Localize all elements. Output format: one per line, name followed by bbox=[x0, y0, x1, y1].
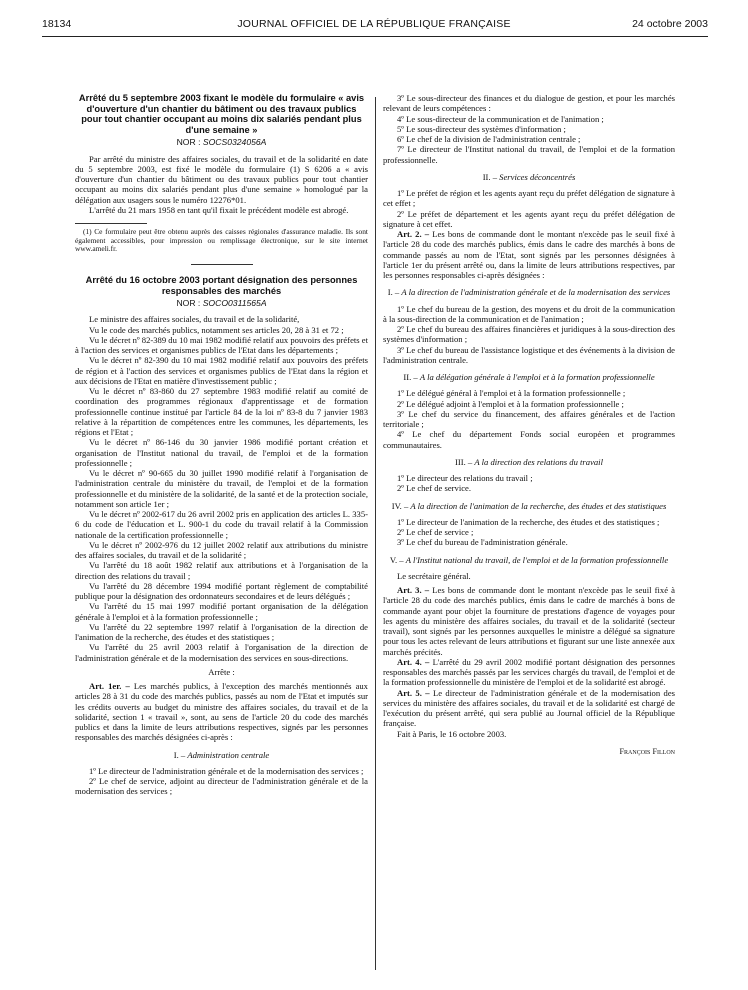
section-heading bbox=[383, 372, 675, 382]
section-items bbox=[383, 571, 675, 581]
article-text: Les bons de commande dont le montant n'excède pas le seuil fixé à l'article 28 du code des marchés publics, émis dans le cadre des marchés à bons de commande passés au nom de l'Etat, sont signés par les personnes désignées à l'article 1er du présent arrêté ou, dans la limite de leurs attributions respectives, par les personnes responsables ci-après désignées : bbox=[383, 229, 675, 280]
list-item: Vu l'arrêté du 15 mai 1997 modifié portant organisation de la délégation générale à l'emploi et à la formation professionnelle ; bbox=[75, 601, 368, 622]
issue-date: 24 octobre 2003 bbox=[632, 18, 708, 30]
article-2 bbox=[383, 229, 675, 280]
section-heading bbox=[383, 287, 675, 297]
right-column bbox=[383, 93, 675, 757]
list-item: Vu l'arrêté du 25 avril 2003 relatif à l'organisation de la direction de l'administration générale et de la modernisation des services en sous-directions. bbox=[75, 642, 368, 663]
section-items bbox=[383, 304, 675, 366]
list-item: 6º Le chef de la division de l'administration centrale ; bbox=[397, 134, 581, 144]
list-item: Vu l'arrêté du 22 septembre 1997 relatif à l'organisation de la direction de l'animation de la recherche, des études et des statistiques ; bbox=[75, 621, 368, 643]
list-item: Vu le décret nº 82-390 du 10 mai 1982 modifié relatif aux pouvoirs des préfets de région et à l'action des services et organismes publics de l'Etat dans la région et aux décisions de l'Etat en matière d'investissement public ; bbox=[75, 355, 368, 386]
page-header bbox=[40, 18, 708, 32]
article-4 bbox=[383, 657, 675, 688]
section-title: A la délégation générale à l'emploi et à la formation professionnelle bbox=[419, 372, 655, 382]
article-label: Art. 4. – bbox=[397, 656, 430, 667]
article-label: Art. 3. – bbox=[397, 585, 430, 595]
section-title: A l'Institut national du travail, de l'emploi et de la formation professionnelle bbox=[405, 554, 669, 565]
section-title: Services déconcentrés bbox=[499, 171, 576, 182]
section-heading bbox=[383, 555, 675, 565]
list-item: Vu le décret nº 82-389 du 10 mai 1982 modifié relatif aux pouvoirs des préfets et à l'action des services et organismes publics de l'Etat dans les départements ; bbox=[75, 334, 368, 356]
article-5 bbox=[383, 688, 675, 729]
decree-2-title: Arrêté du 16 octobre 2003 portant désignation des personnes responsables des marchés bbox=[85, 274, 358, 296]
done-at: Fait à Paris, le 16 octobre 2003. bbox=[397, 728, 507, 739]
section-number: IV. – bbox=[391, 500, 409, 511]
article-text: L'arrêté du 29 avril 2002 modifié portant désignation des personnes responsables des marchés passés par les services chargés du travail, de l'emploi et de la formation professionnelle du ministère de l'emploi et de la solidarité est abrogé. bbox=[383, 656, 675, 688]
section-items bbox=[383, 93, 675, 165]
decree-2-nor bbox=[75, 298, 368, 308]
list-item: Le secrétaire général. bbox=[397, 570, 471, 581]
signature: François Fillon bbox=[619, 746, 675, 756]
list-item: 7º Le directeur de l'Institut national du travail, de l'emploi et de la formation professionnelle. bbox=[383, 144, 675, 165]
decree-1-title: Arrêté du 5 septembre 2003 fixant le modèle du formulaire « avis d'ouverture d'un chantier du bâtiment ou des travaux publics pour tout chantier occupant au moins dix salariés pendant plus d'une semaine » bbox=[78, 93, 365, 135]
section-heading bbox=[383, 172, 675, 182]
list-item: 1º Le préfet de région et les agents ayant reçu du préfet délégation de signature à cet effet ; bbox=[383, 188, 675, 209]
section-number: I. – bbox=[387, 287, 400, 298]
list-item: 2º Le chef de service, adjoint au directeur de l'administration générale et de la modernisation des services ; bbox=[75, 776, 368, 797]
nor-code: SOCO0311565A bbox=[202, 298, 267, 309]
nor-label: NOR : bbox=[176, 137, 201, 148]
list-item: 1º Le directeur de l'animation de la recherche, des études et des statistiques ; bbox=[397, 516, 660, 527]
list-item: 1º Le délégué général à l'emploi et à la formation professionnelle ; bbox=[397, 388, 626, 399]
list-item: 4º Le chef du département Fonds social européen et programmes communautaires. bbox=[383, 429, 675, 450]
decree-1-paragraph: L'arrêté du 21 mars 1958 en tant qu'il fixait le précédent modèle est abrogé. bbox=[89, 204, 349, 215]
section-title: Administration centrale bbox=[187, 749, 270, 760]
list-item: 3º Le chef du bureau de l'administration générale. bbox=[397, 537, 568, 548]
section-items bbox=[383, 473, 675, 494]
list-item: Vu l'arrêté du 28 décembre 1994 modifié portant règlement de comptabilité publique pour la désignation des ordonnateurs secondaires et de leurs délégués ; bbox=[75, 580, 368, 602]
section-number: II. – bbox=[482, 171, 498, 182]
list-item: 4º Le sous-directeur de la communication et de l'animation ; bbox=[397, 113, 604, 124]
page-number: 18134 bbox=[42, 18, 72, 30]
decree-1-paragraph: Par arrêté du ministre des affaires sociales, du travail et de la solidarité en date du 5 septembre 2003, est fixé le modèle du formulaire (1) S 6206 a « avis d'ouverture d'un chantier du bâtiment ou des travaux publics pour tout chantier occupant au moins dix salariés pendant plus d'une semaine » homologué par la délégation aux usagers sous le numéro 12276*01. bbox=[75, 153, 368, 205]
decree-1-nor bbox=[75, 137, 368, 147]
list-item: 2º Le chef de service. bbox=[397, 483, 471, 494]
section-items bbox=[383, 188, 675, 229]
section-heading bbox=[75, 750, 368, 760]
footnote-rule bbox=[75, 223, 147, 224]
article-text: Le directeur de l'administration générale et de la modernisation des services du ministère des affaires sociales, du travail et de la solidarité est chargé de l'exécution du présent arrêté, qui sera publié au Journal officiel de la République française. bbox=[383, 687, 675, 729]
section-title: A la direction de l'animation de la recherche, des études et des statistiques bbox=[410, 500, 667, 511]
section-items bbox=[383, 388, 675, 450]
list-item: 3º Le chef du bureau de l'assistance logistique et des événements à la division de l'administration centrale. bbox=[383, 344, 675, 365]
list-item: 1º Le directeur de l'administration générale et de la modernisation des services ; bbox=[89, 765, 364, 776]
visas-list bbox=[75, 314, 368, 663]
separator bbox=[191, 264, 253, 265]
list-item: Vu le décret nº 2002-617 du 26 avril 2002 pris en application des articles L. 335-6 du code de l'éducation et L. 900-1 du code du travail relatif à la Commission nationale de la certification professionnelle ; bbox=[75, 509, 368, 540]
section-heading bbox=[383, 501, 675, 511]
section-items bbox=[75, 766, 368, 797]
list-item: 5º Le sous-directeur des systèmes d'information ; bbox=[397, 123, 566, 134]
left-column bbox=[75, 93, 368, 797]
footnote: (1) Ce formulaire peut être obtenu auprès des caisses régionales d'assurance maladie. Ils sont également accessibles, pour impression ou remplissage électronique, sur le site internet www.ameli.fr. bbox=[75, 227, 368, 254]
section-number: V. – bbox=[389, 554, 404, 565]
article-3 bbox=[383, 585, 675, 657]
section-title: A la direction des relations du travail bbox=[474, 456, 603, 467]
list-item: Vu le décret nº 86-146 du 30 janvier 1986 modifié portant création et organisation de l'Institut national du travail, de l'emploi et de la formation professionnelle ; bbox=[75, 437, 368, 468]
journal-title: JOURNAL OFFICIEL DE LA RÉPUBLIQUE FRANÇAISE bbox=[237, 18, 511, 30]
list-item: Le ministre des affaires sociales, du travail et de la solidarité, bbox=[89, 314, 300, 325]
list-item: 1º Le directeur des relations du travail ; bbox=[397, 473, 533, 483]
article-label: Art. 1er. – bbox=[89, 681, 130, 692]
section-items bbox=[383, 517, 675, 548]
list-item: 2º Le délégué adjoint à l'emploi et à la formation professionnelle ; bbox=[397, 398, 624, 409]
article-label: Art. 2. – bbox=[397, 229, 430, 239]
nor-label: NOR : bbox=[176, 298, 201, 309]
list-item: 3º Le chef du service du financement, des affaires générales et de l'action territoriale ; bbox=[383, 408, 675, 429]
article-label: Art. 5. – bbox=[397, 687, 430, 698]
article-1 bbox=[75, 681, 368, 743]
list-item: 1º Le chef du bureau de la gestion, des moyens et du droit de la communication à la sous-direction de la communication et de l'animation ; bbox=[383, 303, 675, 324]
list-item: Vu le décret nº 90-665 du 30 juillet 1990 modifié relatif à l'organisation de l'administration centrale du ministère du travail, de l'emploi et de la formation professionnelle et du ministère de la solidarité, de la santé et de la protection sociale, notamment son article 1er ; bbox=[75, 468, 368, 509]
column-divider bbox=[375, 97, 376, 970]
list-item: 2º Le chef de service ; bbox=[397, 527, 474, 537]
section-number: II. – bbox=[403, 372, 418, 382]
section-number: III. – bbox=[455, 456, 473, 467]
list-item: Vu le code des marchés publics, notamment ses articles 20, 28 à 31 et 72 ; bbox=[89, 324, 344, 335]
list-item: 3º Le sous-directeur des finances et du dialogue de gestion, et pour les marchés relevant de leurs compétences : bbox=[383, 93, 675, 114]
section-heading bbox=[383, 457, 675, 467]
article-text: Les marchés publics, à l'exception des marchés mentionnés aux articles 28 à 31 du code des marchés publics, passés au nom de l'Etat et imputés sur les crédits ouverts au budget du ministre des affaires sociales, du travail et de la solidarité, section 1 « travail », sont, au sens de l'article 20 du code des marchés publics et dans la limite de leurs attributions respectives, signés par les personnes responsables des marchés désignées ci-après : bbox=[75, 681, 368, 743]
section-title: A la direction de l'administration générale et de la modernisation des services bbox=[401, 287, 671, 298]
arrete-label: Arrête : bbox=[208, 666, 235, 677]
header-rule bbox=[42, 36, 708, 37]
article-text: Les bons de commande dont le montant n'excède pas le seuil fixé à l'article 28 du code des marchés publics, émis dans le cadre de marchés à bons de commande ayant pour objet la fourniture de prestations d'agence de voyages pour les agents du ministère des affaires sociales, du travail et de la solidarité (secteur travail), sont signés par les personnes auxquelles le ministre a délégué sa signature pour tous les actes relevant de leurs attributions et figurant sur une liste annexée aux marchés précités. bbox=[383, 585, 675, 657]
list-item: 2º Le chef du bureau des affaires financières et juridiques à la sous-direction des systèmes d'information ; bbox=[383, 324, 675, 345]
list-item: Vu le décret nº 2002-976 du 12 juillet 2002 relatif aux attributions du ministre des affaires sociales, du travail et de la solidarité ; bbox=[75, 539, 368, 561]
section-number: I. – bbox=[173, 749, 186, 760]
nor-code: SOCS0324056A bbox=[202, 137, 267, 148]
list-item: Vu l'arrêté du 18 août 1982 relatif aux attributions et à l'organisation de la direction des relations du travail ; bbox=[75, 560, 368, 581]
list-item: 2º Le préfet de département et les agents ayant reçu du préfet délégation de signature à cet effet. bbox=[383, 208, 675, 229]
list-item: Vu le décret nº 83-860 du 27 septembre 1983 modifié relatif au comité de coordination des programmes régionaux d'apprentissage et de formation professionnelle continue institué par l'article 84 de la loi nº 83-8 du 7 janvier 1983 relative à la répartition de compétences entre les communes, les départements, les régions et l'Etat ; bbox=[75, 386, 368, 438]
